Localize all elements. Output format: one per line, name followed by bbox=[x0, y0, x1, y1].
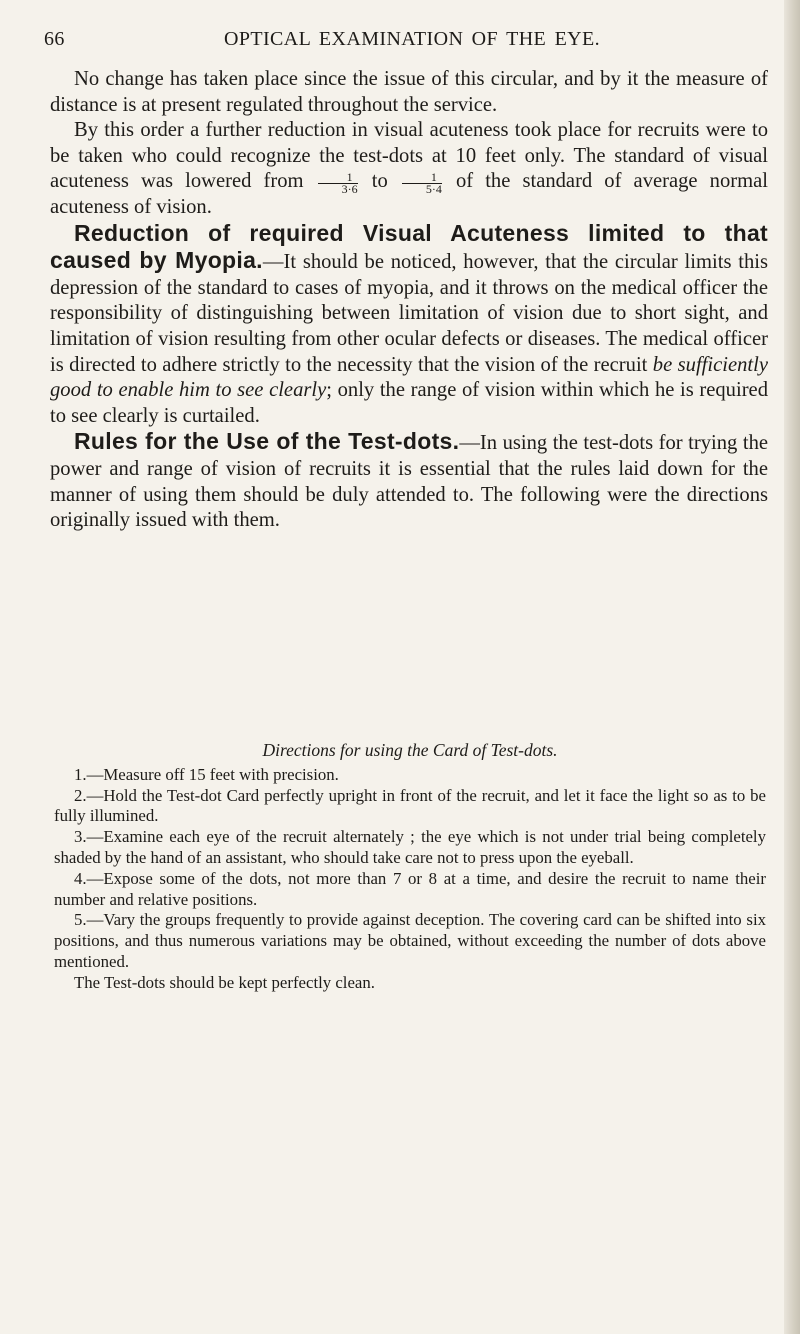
fraction-one-over-3-6: $\frac{1}{3\cdot 6}$ bbox=[318, 172, 358, 195]
page-number: 66 bbox=[44, 28, 65, 50]
direction-note: The Test-dots should be kept perfectly clean. bbox=[74, 972, 375, 992]
directions-title: Directions for using the Card of Test-dots. bbox=[262, 740, 558, 760]
fraction-one-over-5-4: $\frac{1}{5\cdot 4}$ bbox=[402, 172, 442, 195]
section-heading-reduction: Reduction of required Visual Acuteness limited to that caused by Myopia. bbox=[50, 219, 768, 274]
direction-item: 3.—Examine each eye of the recruit alternately ; the eye which is not under trial being completely shaded by the hand of an assistant, who should take care not to press upon the eyeball. bbox=[54, 827, 766, 867]
paragraph-3-text-b: ; only the range of vision within which he is required to see clearly is curtailed. bbox=[50, 379, 768, 427]
section-heading-rules: Rules for the Use of the Test-dots. bbox=[74, 428, 460, 455]
paragraph-3-text-a: —It should be noticed, however, that the circular limits this depression of the standard to cases of myopia, and it throws on the medical officer the responsibility of distinguishing between limitation of vision due to short sight, and limitation of vision resulting from other ocular defects or diseases. The medical officer is directed to adhere strictly to the necessity that the vision of the recruit bbox=[50, 251, 768, 376]
paragraph-1: No change has taken place since the issue of this circular, and by it the measure of distance is at present regulated throughout the service. bbox=[50, 68, 768, 116]
direction-item: 4.—Expose some of the dots, not more than 7 or 8 at a time, and desire the recruit to name their number and relative positions. bbox=[54, 868, 766, 909]
directions-block bbox=[54, 740, 766, 994]
paragraph-2: By this order a further reduction in visual acuteness took place for recruits were to be taken who could recognize the test-dots at 10 feet only. The standard of visual acuteness was lowered from $\frac{1}{3\cdot 6}$ to $\frac{1}{5\cdot 4}$ of the standard of average normal acuteness of vision. bbox=[50, 119, 768, 218]
paragraph-2-end: of the standard of average normal acuteness of vision. bbox=[50, 170, 768, 218]
body-text bbox=[50, 67, 768, 534]
direction-item: 2.—Hold the Test-dot Card perfectly upright in front of the recruit, and let it face the light so as to be fully illumined. bbox=[54, 785, 766, 826]
running-title: OPTICAL EXAMINATION OF THE EYE. bbox=[224, 28, 601, 50]
page-edge-shadow bbox=[784, 0, 800, 1334]
paragraph-3-emphasis: be sufficiently good to enable him to see clearly bbox=[50, 353, 768, 402]
paragraph-4-text: —In using the test-dots for trying the power and range of vision of recruits it is essential that the rules laid down for the manner of using them should be duly attended to. The following were the directions originally issued with them. bbox=[50, 432, 769, 532]
paragraph-4 bbox=[50, 429, 768, 533]
paragraph-2-text: By this order a further reduction in visual acuteness took place for recruits were to be taken who could recognize the test-dots at 10 feet only. The standard of visual acuteness was lowered from bbox=[50, 119, 768, 193]
direction-item: 5.—Vary the groups frequently to provide against deception. The covering card can be shifted into six positions, and thus numerous variations may be obtained, without exceeding the number of dots above mentioned. bbox=[54, 910, 766, 971]
running-header bbox=[44, 28, 764, 58]
paragraph-3 bbox=[50, 221, 768, 430]
direction-item: 1.—Measure off 15 feet with precision. bbox=[74, 764, 339, 784]
